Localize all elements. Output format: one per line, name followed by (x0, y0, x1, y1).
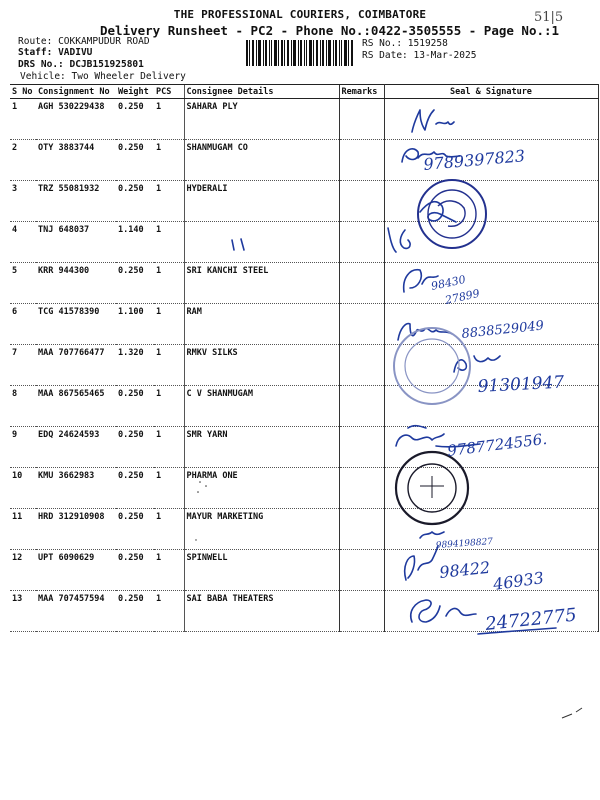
cell-remarks (339, 345, 384, 386)
cell-remarks (339, 468, 384, 509)
cell-consignment: AGH 530229438 (36, 99, 116, 140)
cell-sno: 13 (10, 591, 36, 632)
vehicle-line (20, 71, 186, 82)
table-row (10, 304, 598, 345)
table-header-row (10, 85, 598, 99)
cell-consignee: RAM (184, 304, 339, 345)
cell-consignee: SHANMUGAM CO (184, 140, 339, 181)
route-label: Route: (18, 36, 53, 47)
cell-weight: 0.250 (116, 140, 154, 181)
staff-label: Staff: (18, 47, 53, 58)
cell-signature (384, 345, 598, 386)
col-header-weight: Weight (116, 85, 154, 99)
cell-pcs: 1 (154, 345, 184, 386)
vehicle-value: Two Wheeler Delivery (71, 71, 186, 82)
cell-sno: 10 (10, 468, 36, 509)
handwritten-phone-row-13: 24722775 (484, 604, 578, 635)
table-row (10, 345, 598, 386)
cell-signature (384, 99, 598, 140)
cell-weight: 0.250 (116, 591, 154, 632)
rs-date-line (362, 50, 476, 61)
cell-consignee: RMKV SILKS (184, 345, 339, 386)
cell-weight: 1.320 (116, 345, 154, 386)
cell-sno: 8 (10, 386, 36, 427)
staff-line (18, 47, 92, 58)
cell-sno: 3 (10, 181, 36, 222)
cell-pcs: 1 (154, 99, 184, 140)
cell-pcs: 1 (154, 304, 184, 345)
cell-sno: 9 (10, 427, 36, 468)
cell-pcs: 1 (154, 509, 184, 550)
cell-signature (384, 468, 598, 509)
drs-line (18, 59, 144, 70)
cell-consignee: SMR YARN (184, 427, 339, 468)
cell-remarks (339, 304, 384, 345)
table-row (10, 181, 598, 222)
cell-consignment: TCG 41578390 (36, 304, 116, 345)
cell-consignment: TRZ 55081932 (36, 181, 116, 222)
cell-remarks (339, 509, 384, 550)
cell-weight: 0.250 (116, 99, 154, 140)
cell-signature (384, 591, 598, 632)
cell-remarks (339, 263, 384, 304)
table-row (10, 509, 598, 550)
cell-sno: 11 (10, 509, 36, 550)
rs-no-line (362, 38, 448, 49)
cell-consignment: HRD 312910908 (36, 509, 116, 550)
cell-sno: 6 (10, 304, 36, 345)
cell-pcs: 1 (154, 181, 184, 222)
cell-weight: 0.250 (116, 550, 154, 591)
handwritten-number-row-5a: 98430 (429, 272, 467, 293)
cell-signature (384, 181, 598, 222)
col-header-consignee: Consignee Details (184, 85, 339, 99)
table-row (10, 427, 598, 468)
col-header-signature: Seal & Signature (384, 85, 598, 99)
cell-remarks (339, 591, 384, 632)
cell-consignee: SAHARA PLY (184, 99, 339, 140)
handwritten-phone-row-12a: 98422 (438, 557, 492, 582)
cell-consignment: MAA 867565465 (36, 386, 116, 427)
cell-weight: 0.250 (116, 427, 154, 468)
handwritten-phone-row-7: 8838529049 (460, 318, 545, 342)
cell-pcs: 1 (154, 550, 184, 591)
cell-signature (384, 550, 598, 591)
table-row (10, 550, 598, 591)
route-line (18, 36, 150, 47)
cell-consignment: MAA 707766477 (36, 345, 116, 386)
cell-consignee (184, 222, 339, 263)
table-row (10, 263, 598, 304)
cell-consignee: C V SHANMUGAM (184, 386, 339, 427)
cell-pcs: 1 (154, 140, 184, 181)
cell-consignment: UPT 6090629 (36, 550, 116, 591)
rs-no-value: 1519258 (407, 38, 448, 49)
runsheet-title: Delivery Runsheet - PC2 - Phone No.:0422-3505555 - Page No.:1 (100, 23, 560, 38)
cell-pcs: 1 (154, 386, 184, 427)
route-value: COKKAMPUDUR ROAD (58, 36, 150, 47)
runsheet-table (10, 84, 598, 629)
cell-sno: 12 (10, 550, 36, 591)
cell-remarks (339, 386, 384, 427)
cell-consignment: MAA 707457594 (36, 591, 116, 632)
cell-weight: 0.250 (116, 181, 154, 222)
table-row (10, 222, 598, 263)
col-header-remarks: Remarks (339, 85, 384, 99)
corner-handwritten-note: 51|5 (534, 10, 564, 25)
col-header-consignment: Consignment No (36, 85, 116, 99)
cell-signature (384, 140, 598, 181)
handwritten-phone-row-9: 9787724556. (446, 429, 548, 460)
cell-pcs: 1 (154, 468, 184, 509)
cell-remarks (339, 99, 384, 140)
col-header-pcs: PCS (154, 85, 184, 99)
rs-date-label: RS Date: (362, 50, 408, 61)
cell-pcs: 1 (154, 263, 184, 304)
cell-weight: 0.250 (116, 509, 154, 550)
handwritten-phone-row-11: 9894198827 (435, 537, 494, 551)
table-row (10, 468, 598, 509)
company-title: THE PROFESSIONAL COURIERS, COIMBATORE (173, 8, 427, 21)
cell-signature (384, 263, 598, 304)
cell-pcs: 1 (154, 591, 184, 632)
cell-signature (384, 427, 598, 468)
cell-weight: 1.140 (116, 222, 154, 263)
cell-consignment: OTY 3883744 (36, 140, 116, 181)
handwritten-phone-row-2: 9789397823 (422, 146, 526, 174)
cell-consignee: SAI BABA THEATERS (184, 591, 339, 632)
stray-dash-mark (562, 708, 582, 718)
cell-signature (384, 509, 598, 550)
table-row (10, 591, 598, 632)
cell-sno: 1 (10, 99, 36, 140)
cell-consignment: EDQ 24624593 (36, 427, 116, 468)
cell-weight: 0.250 (116, 263, 154, 304)
cell-remarks (339, 222, 384, 263)
table-row (10, 140, 598, 181)
cell-consignee: HYDERALI (184, 181, 339, 222)
cell-signature (384, 222, 598, 263)
col-header-sno: S No (10, 85, 36, 99)
cell-consignment: TNJ 648037 (36, 222, 116, 263)
cell-signature (384, 386, 598, 427)
cell-sno: 7 (10, 345, 36, 386)
cell-sno: 4 (10, 222, 36, 263)
cell-pcs: 1 (154, 222, 184, 263)
cell-consignment: KMU 3662983 (36, 468, 116, 509)
barcode (246, 40, 354, 66)
cell-sno: 5 (10, 263, 36, 304)
cell-remarks (339, 550, 384, 591)
table-row (10, 99, 598, 140)
handwritten-phone-row-12b: 46933 (491, 568, 545, 594)
handwritten-phone-row-8: 91301947 (477, 372, 565, 397)
handwritten-number-row-5b: 27899 (443, 286, 481, 307)
rs-no-label: RS No.: (362, 38, 403, 49)
vehicle-label: Vehicle: (20, 71, 66, 82)
cell-consignee: SRI KANCHI STEEL (184, 263, 339, 304)
staff-value: VADIVU (58, 47, 93, 58)
drs-label: DRS No.: (18, 59, 64, 70)
cell-consignee: PHARMA ONE (184, 468, 339, 509)
cell-consignment: KRR 944300 (36, 263, 116, 304)
cell-consignee: SPINWELL (184, 550, 339, 591)
cell-pcs: 1 (154, 427, 184, 468)
cell-weight: 0.250 (116, 386, 154, 427)
drs-value: DCJB151925801 (69, 59, 144, 70)
cell-signature (384, 304, 598, 345)
cell-remarks (339, 181, 384, 222)
cell-remarks (339, 140, 384, 181)
rs-date-value: 13-Mar-2025 (413, 50, 477, 61)
cell-sno: 2 (10, 140, 36, 181)
cell-weight: 0.250 (116, 468, 154, 509)
cell-weight: 1.100 (116, 304, 154, 345)
table-row (10, 386, 598, 427)
cell-remarks (339, 427, 384, 468)
cell-consignee: MAYUR MARKETING (184, 509, 339, 550)
